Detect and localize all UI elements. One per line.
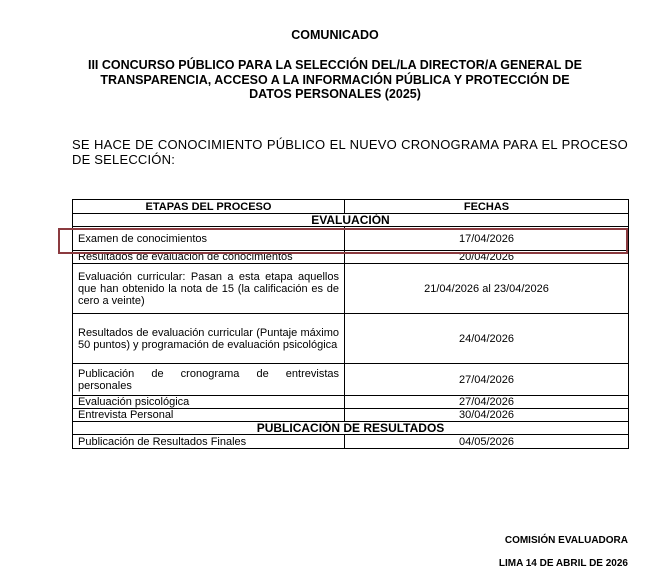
section-label: EVALUACIÓN — [73, 214, 629, 227]
etapa-cell: Resultados de evaluación curricular (Puntaje máximo 50 puntos) y programación de evaluación psicológica — [73, 314, 345, 364]
section-row-evaluacion — [73, 214, 629, 227]
etapa-cell: Evaluación psicológica — [73, 396, 345, 409]
table-header-row — [73, 200, 629, 214]
etapa-cell: Examen de conocimientos — [73, 227, 345, 251]
table-row — [73, 314, 629, 364]
highlight-box — [58, 228, 628, 254]
etapa-cell: Evaluación curricular: Pasan a esta etapa aquellos que han obtenido la nota de 15 (la calificación es de cero a veinte) — [73, 264, 345, 314]
table-row — [73, 364, 629, 396]
section-row-publicacion — [73, 422, 629, 435]
table-row — [73, 264, 629, 314]
signature-commission: COMISIÓN EVALUADORA — [504, 535, 628, 546]
subtitle-line: TRANSPARENCIA, ACCESO A LA INFORMACIÓN PÚBLICA Y PROTECCIÓN DE — [100, 72, 570, 87]
fecha-cell: 20/04/2026 — [345, 251, 629, 264]
table-row — [73, 396, 629, 409]
table-row — [73, 435, 629, 449]
section-label: PUBLICACIÓN DE RESULTADOS — [73, 422, 629, 435]
fecha-cell: 27/04/2026 — [345, 364, 629, 396]
etapa-cell: Entrevista Personal — [73, 409, 345, 422]
fecha-cell: 17/04/2026 — [345, 227, 629, 251]
fecha-cell: 30/04/2026 — [345, 409, 629, 422]
header-fechas: FECHAS — [345, 200, 629, 214]
etapa-cell: Publicación de Resultados Finales — [73, 435, 345, 449]
fecha-cell: 27/04/2026 — [345, 396, 629, 409]
document-subtitle — [0, 58, 670, 102]
fecha-cell: 21/04/2026 al 23/04/2026 — [345, 264, 629, 314]
table-row — [73, 409, 629, 422]
fecha-cell: 24/04/2026 — [345, 314, 629, 364]
etapa-cell: Resultados de evaluación de conocimientos — [73, 251, 345, 264]
document-title: COMUNICADO — [291, 28, 379, 42]
subtitle-line: III CONCURSO PÚBLICO PARA LA SELECCIÓN DEL/LA DIRECTOR/A GENERAL DE — [87, 58, 582, 72]
etapa-cell: Publicación de cronograma de entrevistas personales — [73, 364, 345, 396]
header-etapas: ETAPAS DEL PROCESO — [73, 200, 345, 214]
fecha-cell: 04/05/2026 — [345, 435, 629, 449]
subtitle-line: DATOS PERSONALES (2025) — [249, 87, 421, 101]
signature-date: LIMA 14 DE ABRIL DE 2026 — [498, 558, 628, 569]
intro-paragraph: SE HACE DE CONOCIMIENTO PÚBLICO EL NUEVO CRONOGRAMA PARA EL PROCESO DE SELECCIÓN: — [72, 137, 628, 167]
